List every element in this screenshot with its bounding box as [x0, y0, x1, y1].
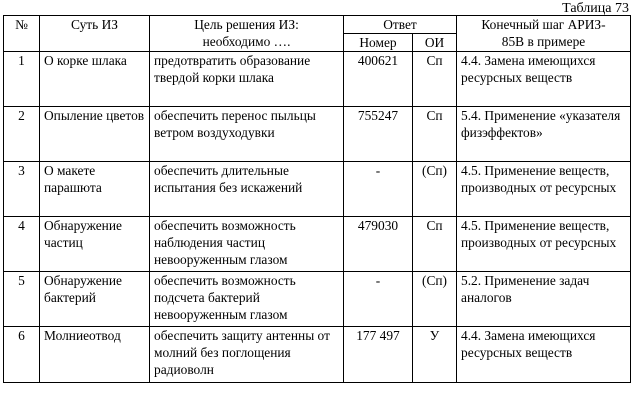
header-final-step — [457, 16, 631, 52]
cell-num: 5 — [4, 272, 40, 327]
header-answer-oi: ОИ — [413, 34, 457, 52]
table-row — [4, 272, 631, 327]
table-caption: Таблица 73 — [562, 1, 629, 16]
cell-final-step: 4.5. Применение веществ, производных от ресурсных — [457, 217, 631, 272]
cell-answer-number: 177 497 — [344, 327, 413, 383]
cell-answer-number: 479030 — [344, 217, 413, 272]
cell-goal: обеспечить возможность наблюдения частиц невооруженным глазом — [150, 217, 344, 272]
cell-answer-number: - — [344, 162, 413, 217]
cell-answer-oi: (Сп) — [413, 272, 457, 327]
cell-topic: Молниеотвод — [40, 327, 150, 383]
cell-topic: Обнаружение бактерий — [40, 272, 150, 327]
cell-goal: предотвратить образование твердой корки шлака — [150, 52, 344, 107]
cell-topic: О корке шлака — [40, 52, 150, 107]
cell-goal: обеспечить защиту антенны от молний без поглощения радиоволн — [150, 327, 344, 383]
cell-answer-oi: Сп — [413, 52, 457, 107]
cell-goal: обеспечить возможность подсчета бактерий невооруженным глазом — [150, 272, 344, 327]
table-row — [4, 52, 631, 107]
header-answer-number: Номер — [344, 34, 413, 52]
cell-num: 1 — [4, 52, 40, 107]
cell-num: 6 — [4, 327, 40, 383]
cell-final-step: 5.2. Применение задач аналогов — [457, 272, 631, 327]
cell-answer-number: 755247 — [344, 107, 413, 162]
cell-topic: О макете парашюта — [40, 162, 150, 217]
header-goal — [150, 16, 344, 52]
cell-final-step: 5.4. Применение «указателя физэффектов» — [457, 107, 631, 162]
cell-answer-oi: У — [413, 327, 457, 383]
cell-num: 3 — [4, 162, 40, 217]
table-row — [4, 162, 631, 217]
cell-num: 2 — [4, 107, 40, 162]
header-topic: Суть ИЗ — [40, 16, 150, 52]
table-row — [4, 107, 631, 162]
header-final-step-line1: Конечный шаг АРИЗ- — [481, 17, 606, 32]
table-header-row — [4, 16, 631, 34]
cell-topic: Опыление цветов — [40, 107, 150, 162]
cell-final-step: 4.4. Замена имеющихся ресурсных веществ — [457, 327, 631, 383]
table-row — [4, 327, 631, 383]
cell-num: 4 — [4, 217, 40, 272]
cell-answer-oi: Сп — [413, 217, 457, 272]
header-final-step-line2: 85В в примере — [501, 34, 586, 49]
cell-answer-number: - — [344, 272, 413, 327]
solutions-table — [3, 15, 631, 383]
cell-answer-oi: (Сп) — [413, 162, 457, 217]
cell-final-step: 4.4. Замена имеющихся ресурсных веществ — [457, 52, 631, 107]
header-num: № — [4, 16, 40, 52]
header-answer: Ответ — [344, 16, 457, 34]
table-row — [4, 217, 631, 272]
header-goal-line2: необходимо …. — [202, 34, 291, 49]
cell-answer-oi: Сп — [413, 107, 457, 162]
header-goal-line1: Цель решения ИЗ: — [194, 17, 299, 32]
cell-answer-number: 400621 — [344, 52, 413, 107]
cell-goal: обеспечить длительные испытания без искажений — [150, 162, 344, 217]
cell-goal: обеспечить перенос пыльцы ветром воздуходувки — [150, 107, 344, 162]
cell-topic: Обнаружение частиц — [40, 217, 150, 272]
cell-final-step: 4.5. Применение веществ, производных от ресурсных — [457, 162, 631, 217]
